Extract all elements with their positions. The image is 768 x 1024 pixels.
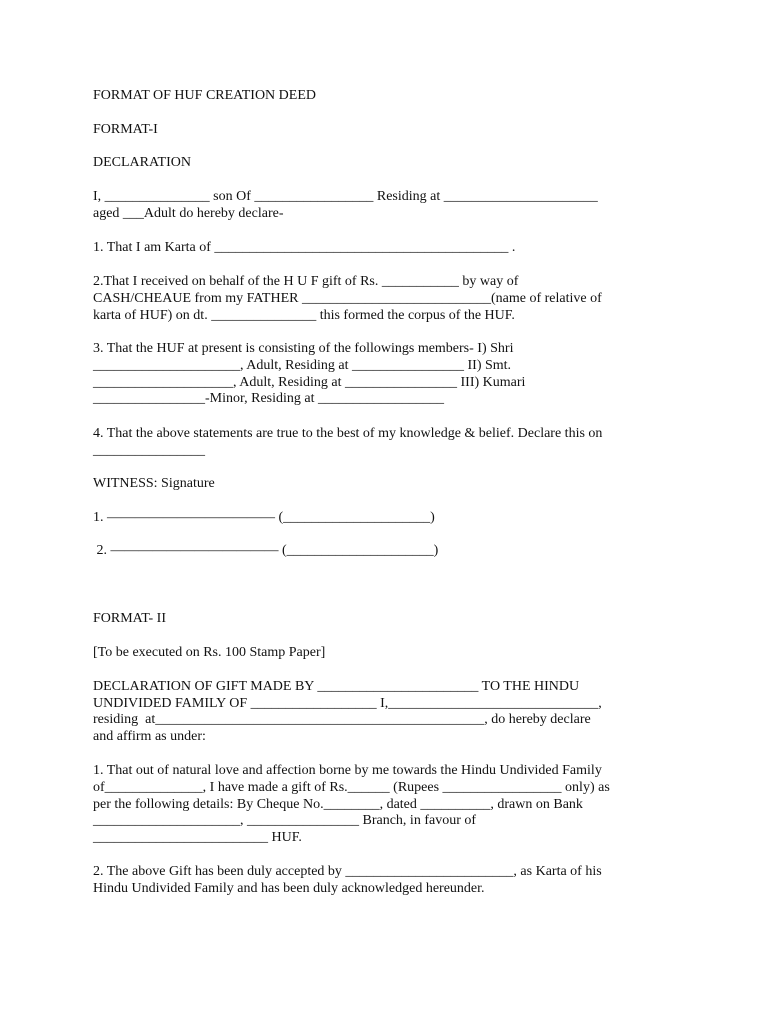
witness-label: WITNESS: Signature: [93, 476, 215, 491]
acceptance-clause-line: Hindu Undivided Family and has been duly acknowledged hereunder.: [93, 881, 485, 896]
witness-signature-line: 2. ———————————— (_____________________): [93, 543, 439, 558]
gift-details-clause-line: 1. That out of natural love and affection borne by me towards the Hindu Undivided Family: [93, 763, 602, 778]
members-clause-line: ________________-Minor, Residing at __________________: [93, 391, 444, 406]
acceptance-clause-line: 2. The above Gift has been duly accepted by ________________________, as Karta of his: [93, 864, 602, 879]
declarant-intro-line: aged ___Adult do hereby declare-: [93, 206, 284, 221]
truth-statement-line: ________________: [93, 443, 205, 458]
gift-declaration-line: DECLARATION OF GIFT MADE BY _______________________ TO THE HINDU: [93, 679, 580, 694]
gift-declaration-line: UNDIVIDED FAMILY OF __________________ I,______________________________,: [93, 696, 602, 711]
stamp-paper-note: [To be executed on Rs. 100 Stamp Paper]: [93, 645, 326, 660]
gift-clause-line: karta of HUF) on dt. _______________ this formed the corpus of the HUF.: [93, 308, 515, 323]
witness-signature-line: 1. ———————————— (_____________________): [93, 510, 435, 525]
members-clause-line: _____________________, Adult, Residing at ________________ II) Smt.: [93, 358, 512, 373]
format-2-heading: FORMAT- II: [93, 611, 166, 626]
gift-clause-line: 2.That I received on behalf of the H U F gift of Rs. ___________ by way of: [93, 274, 519, 289]
document-title: FORMAT OF HUF CREATION DEED: [93, 88, 316, 103]
format-1-heading: FORMAT-I: [93, 122, 158, 137]
gift-declaration-line: residing at_______________________________________________, do hereby declare: [93, 712, 591, 727]
members-clause-line: ____________________, Adult, Residing at ________________ III) Kumari: [93, 375, 526, 390]
karta-clause: 1. That I am Karta of __________________________________________ .: [93, 240, 516, 255]
gift-details-clause-line: _____________________, ________________ Branch, in favour of: [93, 813, 477, 828]
gift-clause-line: CASH/CHEAUE from my FATHER ___________________________(name of relative of: [93, 291, 602, 306]
members-clause-line: 3. That the HUF at present is consisting of the followings members- I) Shri: [93, 341, 514, 356]
gift-details-clause-line: of______________, I have made a gift of Rs.______ (Rupees _________________ only) as: [93, 780, 610, 795]
gift-details-clause-line: per the following details: By Cheque No.________, dated __________, drawn on Bank: [93, 797, 583, 812]
declaration-heading: DECLARATION: [93, 155, 191, 170]
gift-declaration-line: and affirm as under:: [93, 729, 206, 744]
declarant-intro-line: I, _______________ son Of _________________ Residing at ______________________: [93, 189, 598, 204]
truth-statement-line: 4. That the above statements are true to the best of my knowledge & belief. Declare this on: [93, 426, 603, 441]
gift-details-clause-line: _________________________ HUF.: [93, 830, 302, 845]
